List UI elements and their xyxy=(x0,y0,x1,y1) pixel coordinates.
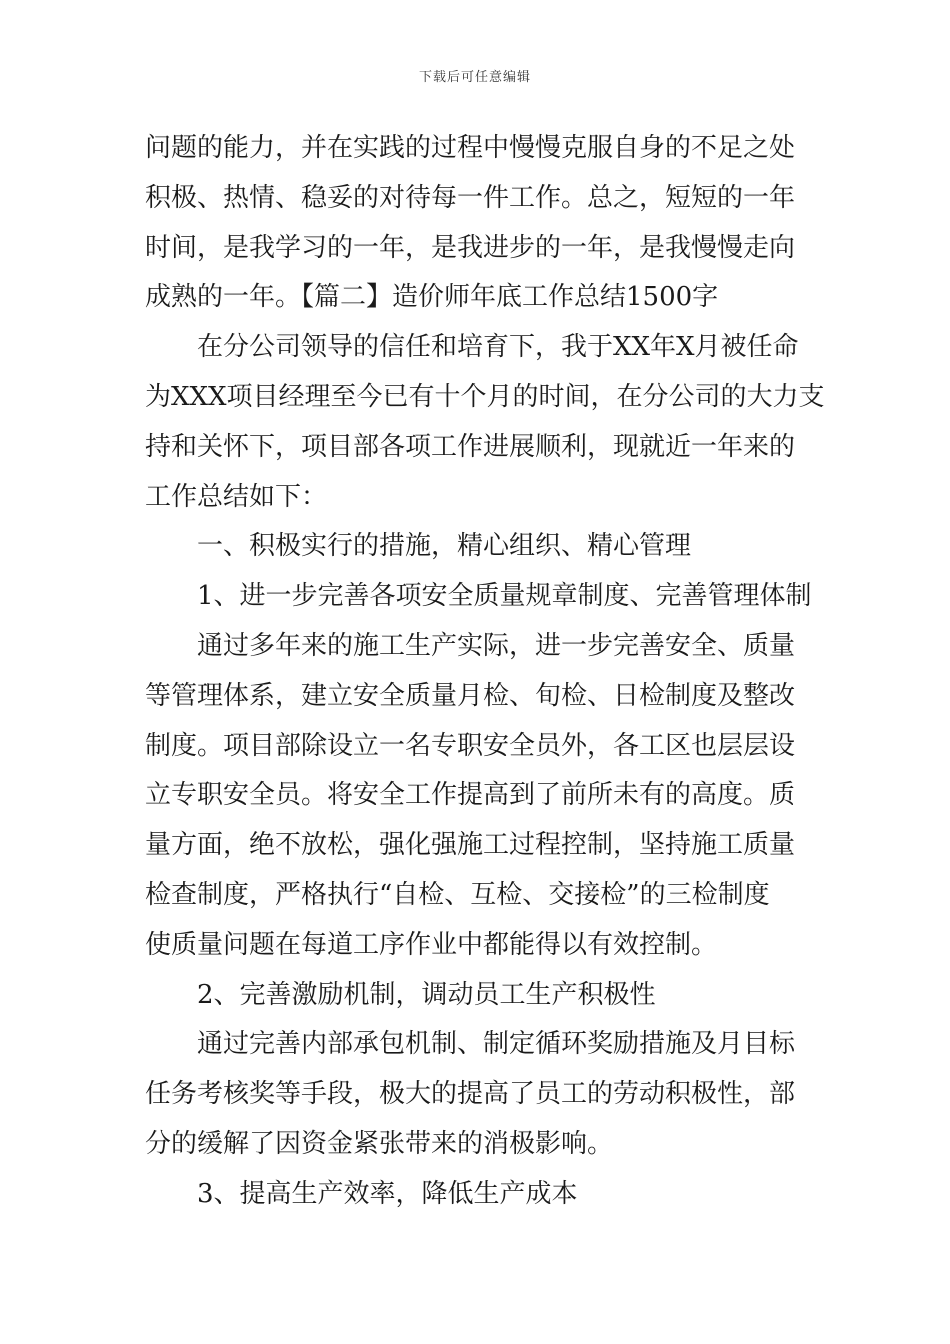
document-body xyxy=(145,124,825,1220)
subsection-heading xyxy=(145,1170,810,1220)
subsection-heading xyxy=(145,572,810,622)
text-line: 等管理体系，建立安全质量月检、旬检、日检制度及整改 xyxy=(145,680,796,711)
text-line: 立专职安全员。将安全工作提高到了前所未有的高度。质 xyxy=(145,780,796,811)
text-line: 3、提高生产效率，降低生产成本 xyxy=(197,1178,578,1209)
subsection-heading xyxy=(145,971,810,1021)
paragraph xyxy=(145,622,810,971)
text-line: 成熟的一年。【篇二】造价师年底工作总结1500字 xyxy=(145,282,719,313)
text-line: 问题的能力，并在实践的过程中慢慢克服自身的不足之处 xyxy=(145,133,796,163)
text-line: 任务考核奖等手段，极大的提高了员工的劳动积极性，部 xyxy=(145,1079,796,1110)
paragraph xyxy=(145,323,825,522)
paragraph xyxy=(145,124,810,323)
text-line: 通过完善内部承包机制、制定循环奖励措施及月目标 xyxy=(197,1029,796,1060)
text-line: 一、积极实行的措施，精心组织、精心管理 xyxy=(197,531,692,562)
text-line: 为XXX项目经理至今已有十个月的时间，在分公司的大力支 xyxy=(145,381,825,412)
section-heading xyxy=(145,522,810,572)
text-line: 工作总结如下： xyxy=(145,481,328,512)
header-note: 下载后可任意编辑 xyxy=(418,70,531,85)
text-line: 2、完善激励机制，调动员工生产积极性 xyxy=(197,979,656,1010)
text-line: 分的缓解了因资金紧张带来的消极影响。 xyxy=(145,1128,614,1159)
text-line: 在分公司领导的信任和培育下，我于XX年X月被任命 xyxy=(197,332,799,363)
text-line: 时间，是我学习的一年，是我进步的一年，是我慢慢走向 xyxy=(145,232,796,263)
text-line: 积极、热情、稳妥的对待每一件工作。总之，短短的一年 xyxy=(145,182,796,213)
text-line: 量方面，绝不放松，强化强施工过程控制，坚持施工质量 xyxy=(145,830,796,861)
text-line: 使质量问题在每道工序作业中都能得以有效控制。 xyxy=(145,929,718,960)
text-line: 通过多年来的施工生产实际，进一步完善安全、质量 xyxy=(197,630,796,661)
text-line: 制度。项目部除设立一名专职安全员外，各工区也层层设 xyxy=(145,730,796,761)
text-line: 检查制度，严格执行“自检、互检、交接检”的三检制度 xyxy=(145,879,770,910)
text-line: 1、进一步完善各项安全质量规章制度、完善管理体制 xyxy=(197,581,812,612)
paragraph xyxy=(145,1020,810,1169)
text-line: 持和关怀下，项目部各项工作进展顺利，现就近一年来的 xyxy=(145,431,796,462)
